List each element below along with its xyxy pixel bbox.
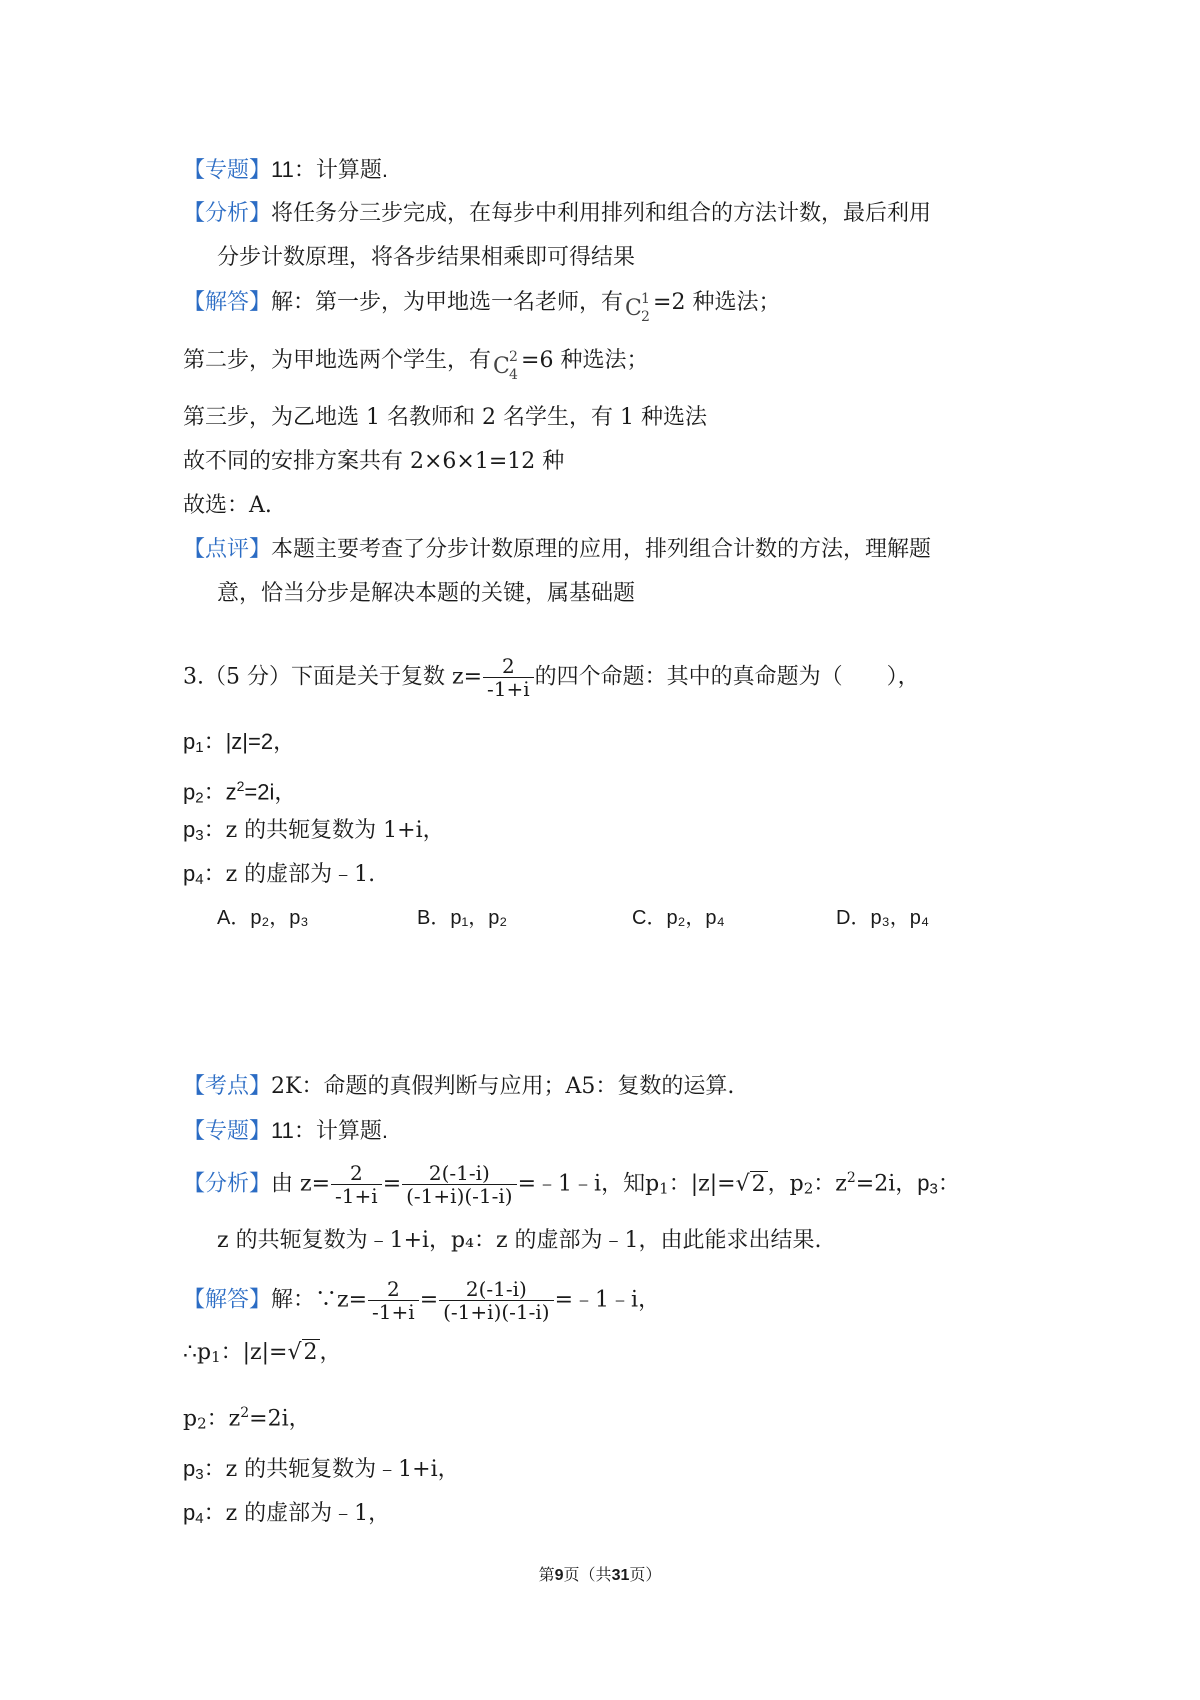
total-pages: 31 <box>611 1567 630 1584</box>
s1-step2: 第二步，为甲地选两个学生，有 C 2 4 =6 种选法； <box>183 348 649 383</box>
s1-jieda: 【解答】解：第一步，为甲地选一名老师，有 C 1 2 =2 种选法； <box>183 290 781 325</box>
s1-fenxi: 【分析】将任务分三步完成，在每步中利用排列和组合的方法计数，最后利用 <box>183 201 932 226</box>
option-b[interactable]: B．p₁，p₂ <box>417 907 508 929</box>
s2-p2: $p_2$：$z^2=2i$， <box>183 1405 311 1433</box>
s2-jieda: 【解答】解：∵z= $\frac{2}{-1+i}$ = $\frac{2(-1-i)}{(-1+i)(-1-i)}$ =﹣1﹣i， <box>183 1277 661 1324</box>
s2-therefore-p1: $\therefore p_1$：|z|=√2， <box>183 1340 342 1366</box>
page-number: 9 <box>554 1567 564 1584</box>
s1-dianping: 【点评】本题主要考查了分步计数原理的应用，排列组合计数的方法，理解题 <box>183 537 932 562</box>
option-a[interactable]: A．p₂，p₃ <box>217 907 309 929</box>
page-footer: 第9页（共31页） <box>538 1565 662 1584</box>
tag-fenxi-2: 【分析】 <box>183 1171 272 1197</box>
s1-dianping-cont: 意，恰当分步是解决本题的关键，属基础题 <box>217 581 636 606</box>
tag-zhuanti-2: 【专题】 <box>183 1119 272 1144</box>
fraction-c: $\frac{2}{-1+i}$ <box>368 1278 419 1323</box>
fraction-2-over-neg1-plus-i: $\frac{2}{-1+i}$ <box>483 655 534 700</box>
s2-p4: $p_4$：z 的虚部为﹣1， <box>183 1500 391 1527</box>
fraction-b: $\frac{2(-1-i)}{(-1+i)(-1-i)}$ <box>402 1162 516 1207</box>
s2-kaodian: 【考点】2K：命题的真假判断与应用；A5：复数的运算. <box>183 1074 735 1099</box>
s1-answer: 故选：A. <box>183 493 272 518</box>
tag-dianping: 【点评】 <box>183 537 272 562</box>
tag-kaodian: 【考点】 <box>183 1074 272 1099</box>
q3-p3: $p_3$：z 的共轭复数为 1+i， <box>183 817 445 844</box>
option-d[interactable]: D．p₃，p₄ <box>836 907 929 929</box>
s1-total: 故不同的安排方案共有 2×6×1=12 种 <box>183 449 565 474</box>
s2-zhuanti: 【专题】11：计算题. <box>183 1118 388 1144</box>
tag-zhuanti: 【专题】 <box>183 158 272 183</box>
tag-jieda: 【解答】 <box>183 290 272 315</box>
tag-jieda-2: 【解答】 <box>183 1287 272 1313</box>
s1-step3: 第三步，为乙地选 1 名教师和 2 名学生，有 1 种选法 <box>183 405 707 430</box>
fraction-a: $\frac{2}{-1+i}$ <box>331 1162 382 1207</box>
q3-p2: $p_2$：$z^2=2i$， <box>183 778 297 807</box>
fraction-d: $\frac{2(-1-i)}{(-1+i)(-1-i)}$ <box>439 1278 553 1323</box>
s1-fenxi-cont: 分步计数原理，将各步结果相乘即可得结果 <box>217 245 636 270</box>
q3-stem: 3.（5 分）下面是关于复数 z= $\frac{2}{-1+i}$ 的四个命题：其中的真命题为（ ）， <box>183 654 920 701</box>
s2-fenxi: 【分析】由 z= $\frac{2}{-1+i}$ = $\frac{2(-1-i)}{(-1+i)(-1-i)}$ =﹣1﹣i，知$p_1$：|z|=√2，$p_2$：$z^2=2i$，$p_3$： <box>183 1161 960 1208</box>
tag-fenxi: 【分析】 <box>183 201 272 226</box>
s1-zhuanti: 【专题】11：计算题. <box>183 157 388 183</box>
option-c[interactable]: C．p₂，p₄ <box>632 907 725 929</box>
s2-fenxi-cont: z 的共轭复数为﹣1+i，p₄：z 的虚部为﹣1，由此能求出结果. <box>217 1228 822 1253</box>
combination-c42: C 2 4 <box>493 349 518 383</box>
combination-c21: C 1 2 <box>625 291 650 325</box>
q3-p4: $p_4$：z 的虚部为﹣1. <box>183 861 376 888</box>
s2-p3: $p_3$：z 的共轭复数为﹣1+i， <box>183 1456 460 1483</box>
q3-p1: $p_1$：|z|=2， <box>183 729 296 756</box>
